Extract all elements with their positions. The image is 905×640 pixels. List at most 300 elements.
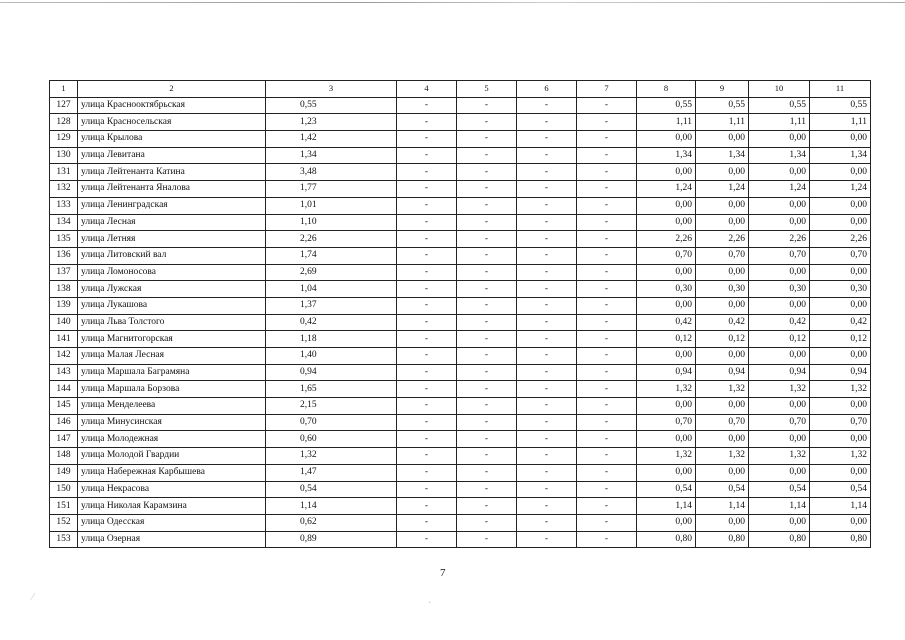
- scan-artifact-mark: ·: [428, 598, 432, 609]
- table-cell: 0,70: [637, 414, 696, 431]
- table-cell: -: [577, 414, 637, 431]
- table-cell: 0,54: [696, 481, 749, 498]
- table-cell: -: [457, 131, 517, 148]
- table-row: [50, 164, 871, 181]
- table-cell: 1,42: [266, 131, 397, 148]
- table-cell: 0,55: [637, 97, 696, 114]
- table-cell: 0,00: [749, 514, 810, 531]
- table-row: [50, 431, 871, 448]
- table-cell: -: [517, 264, 577, 281]
- road-data-table: [49, 80, 871, 548]
- table-cell: -: [457, 264, 517, 281]
- table-cell: 0,70: [810, 247, 871, 264]
- table-cell: улица Лейтенанта Катина: [78, 164, 266, 181]
- column-header-2: 2: [78, 81, 266, 98]
- table-cell: -: [397, 431, 457, 448]
- table-cell: 0,00: [637, 514, 696, 531]
- table-cell: 0,70: [810, 414, 871, 431]
- table-cell: 150: [50, 481, 78, 498]
- table-cell: -: [397, 97, 457, 114]
- table-cell: 0,54: [266, 481, 397, 498]
- table-cell: улица Летняя: [78, 231, 266, 248]
- table-cell: улица Литовский вал: [78, 247, 266, 264]
- table-cell: -: [397, 348, 457, 365]
- column-header-6: 6: [517, 81, 577, 98]
- table-cell: 0,00: [696, 297, 749, 314]
- table-cell: -: [457, 147, 517, 164]
- table-cell: 137: [50, 264, 78, 281]
- table-cell: 1,24: [749, 181, 810, 198]
- table-cell: 0,94: [749, 364, 810, 381]
- table-cell: 0,00: [637, 398, 696, 415]
- table-cell: улица Крылова: [78, 131, 266, 148]
- table-cell: -: [577, 214, 637, 231]
- table-cell: 0,00: [810, 297, 871, 314]
- table-cell: -: [457, 364, 517, 381]
- table-cell: 1,24: [810, 181, 871, 198]
- table-cell: -: [577, 114, 637, 131]
- table-cell: 2,26: [810, 231, 871, 248]
- table-cell: -: [577, 481, 637, 498]
- table-cell: 2,26: [749, 231, 810, 248]
- table-cell: 0,80: [696, 531, 749, 548]
- table-cell: -: [517, 164, 577, 181]
- table-cell: -: [517, 247, 577, 264]
- table-cell: 131: [50, 164, 78, 181]
- table-cell: 0,12: [696, 331, 749, 348]
- table-cell: 0,54: [749, 481, 810, 498]
- table-cell: 1,01: [266, 197, 397, 214]
- table-cell: -: [517, 97, 577, 114]
- table-cell: 149: [50, 464, 78, 481]
- table-cell: -: [457, 498, 517, 515]
- table-cell: -: [517, 197, 577, 214]
- table-cell: -: [457, 398, 517, 415]
- table-cell: 1,32: [696, 448, 749, 465]
- table-cell: 1,11: [810, 114, 871, 131]
- table-cell: -: [517, 297, 577, 314]
- table-cell: 151: [50, 498, 78, 515]
- table-cell: -: [397, 197, 457, 214]
- table-cell: 0,30: [696, 281, 749, 298]
- table-cell: 0,70: [696, 247, 749, 264]
- table-cell: -: [457, 414, 517, 431]
- table-cell: улица Молодежная: [78, 431, 266, 448]
- table-cell: -: [517, 281, 577, 298]
- table-row: [50, 514, 871, 531]
- table-cell: -: [577, 247, 637, 264]
- table-cell: 1,11: [637, 114, 696, 131]
- table-cell: -: [457, 114, 517, 131]
- table-cell: 2,26: [696, 231, 749, 248]
- table-cell: 0,00: [749, 398, 810, 415]
- table-cell: 1,47: [266, 464, 397, 481]
- table-cell: -: [457, 431, 517, 448]
- table-cell: 0,00: [749, 297, 810, 314]
- table-cell: улица Минусинская: [78, 414, 266, 431]
- table-cell: 1,24: [696, 181, 749, 198]
- table-cell: -: [577, 364, 637, 381]
- table-cell: 0,55: [266, 97, 397, 114]
- table-cell: 0,00: [749, 431, 810, 448]
- table-cell: 0,94: [810, 364, 871, 381]
- table-cell: -: [457, 464, 517, 481]
- table-cell: улица Ломоносова: [78, 264, 266, 281]
- table-cell: 0,80: [637, 531, 696, 548]
- table-cell: улица Левитана: [78, 147, 266, 164]
- table-cell: 152: [50, 514, 78, 531]
- table-cell: -: [577, 398, 637, 415]
- table-cell: 140: [50, 314, 78, 331]
- table-cell: 1,18: [266, 331, 397, 348]
- table-cell: 0,42: [749, 314, 810, 331]
- table-cell: -: [577, 514, 637, 531]
- table-cell: 0,00: [637, 348, 696, 365]
- table-row: [50, 231, 871, 248]
- table-row: [50, 297, 871, 314]
- table-cell: -: [517, 147, 577, 164]
- table-cell: 0,00: [637, 264, 696, 281]
- table-row: [50, 264, 871, 281]
- table-cell: -: [397, 464, 457, 481]
- table-cell: -: [397, 514, 457, 531]
- table-cell: 1,74: [266, 247, 397, 264]
- table-cell: -: [577, 498, 637, 515]
- table-cell: 0,80: [810, 531, 871, 548]
- table-cell: улица Льва Толстого: [78, 314, 266, 331]
- table-cell: 0,42: [637, 314, 696, 331]
- table-cell: -: [517, 448, 577, 465]
- table-cell: 0,00: [749, 464, 810, 481]
- table-cell: 0,70: [696, 414, 749, 431]
- table-cell: улица Лейтенанта Яналова: [78, 181, 266, 198]
- table-cell: -: [517, 498, 577, 515]
- table-cell: 0,00: [637, 431, 696, 448]
- table-cell: 132: [50, 181, 78, 198]
- table-cell: 0,12: [637, 331, 696, 348]
- table-cell: -: [577, 314, 637, 331]
- table-cell: 1,32: [749, 448, 810, 465]
- table-cell: -: [397, 498, 457, 515]
- table-cell: 1,23: [266, 114, 397, 131]
- table-cell: улица Краснооктябрьская: [78, 97, 266, 114]
- table-cell: -: [517, 348, 577, 365]
- table-cell: -: [457, 314, 517, 331]
- table-cell: 1,14: [637, 498, 696, 515]
- table-cell: -: [397, 281, 457, 298]
- table-cell: улица Одесская: [78, 514, 266, 531]
- table-row: [50, 114, 871, 131]
- table-cell: 0,00: [637, 214, 696, 231]
- table-cell: -: [397, 214, 457, 231]
- table-cell: 0,30: [810, 281, 871, 298]
- table-cell: 1,11: [696, 114, 749, 131]
- table-cell: 0,00: [810, 197, 871, 214]
- table-cell: 0,80: [749, 531, 810, 548]
- table-cell: -: [577, 348, 637, 365]
- table-cell: -: [577, 531, 637, 548]
- table-cell: 0,00: [810, 348, 871, 365]
- table-cell: -: [577, 197, 637, 214]
- table-cell: 0,00: [696, 264, 749, 281]
- table-cell: -: [517, 214, 577, 231]
- column-header-3: 3: [266, 81, 397, 98]
- table-cell: улица Некрасова: [78, 481, 266, 498]
- table-cell: 1,32: [810, 381, 871, 398]
- table-cell: 133: [50, 197, 78, 214]
- table-cell: 148: [50, 448, 78, 465]
- table-row: [50, 464, 871, 481]
- table-row: [50, 331, 871, 348]
- table-cell: 0,54: [637, 481, 696, 498]
- table-cell: 0,00: [696, 464, 749, 481]
- table-cell: 1,32: [637, 381, 696, 398]
- table-cell: 0,42: [266, 314, 397, 331]
- table-cell: -: [397, 381, 457, 398]
- table-cell: улица Лесная: [78, 214, 266, 231]
- table-cell: -: [577, 181, 637, 198]
- table-cell: -: [397, 398, 457, 415]
- table-cell: 0,00: [696, 214, 749, 231]
- table-cell: 138: [50, 281, 78, 298]
- table-cell: 0,00: [810, 514, 871, 531]
- table-row: [50, 197, 871, 214]
- table-cell: -: [577, 164, 637, 181]
- table-cell: -: [577, 147, 637, 164]
- table-cell: 1,34: [810, 147, 871, 164]
- table-cell: 2,26: [266, 231, 397, 248]
- scan-artifact-mark: ⁄: [32, 592, 34, 603]
- table-cell: -: [457, 381, 517, 398]
- table-cell: 1,04: [266, 281, 397, 298]
- table-cell: -: [517, 331, 577, 348]
- table-row: [50, 381, 871, 398]
- table-cell: 0,70: [637, 247, 696, 264]
- table-cell: 0,00: [810, 264, 871, 281]
- table-cell: 139: [50, 297, 78, 314]
- table-cell: 145: [50, 398, 78, 415]
- table-cell: 127: [50, 97, 78, 114]
- table-cell: 3,48: [266, 164, 397, 181]
- table-cell: -: [397, 264, 457, 281]
- table-cell: 0,00: [696, 431, 749, 448]
- table-cell: 1,32: [749, 381, 810, 398]
- table-cell: 0,42: [810, 314, 871, 331]
- table-cell: 1,65: [266, 381, 397, 398]
- table-cell: 0,12: [810, 331, 871, 348]
- table-cell: -: [397, 297, 457, 314]
- table-cell: -: [457, 481, 517, 498]
- column-header-1: 1: [50, 81, 78, 98]
- table-cell: 0,94: [696, 364, 749, 381]
- table-cell: -: [397, 164, 457, 181]
- table-row: [50, 481, 871, 498]
- table-cell: 1,37: [266, 297, 397, 314]
- table-cell: улица Маршала Баграмяна: [78, 364, 266, 381]
- table-row: [50, 398, 871, 415]
- table-cell: 0,55: [749, 97, 810, 114]
- table-cell: -: [577, 297, 637, 314]
- table-cell: 0,00: [637, 464, 696, 481]
- table-cell: -: [457, 331, 517, 348]
- table-cell: 0,54: [810, 481, 871, 498]
- table-cell: -: [457, 531, 517, 548]
- table-cell: -: [397, 481, 457, 498]
- table-cell: 0,00: [749, 131, 810, 148]
- table-cell: 1,34: [749, 147, 810, 164]
- table-cell: 146: [50, 414, 78, 431]
- table-cell: 0,00: [749, 348, 810, 365]
- table-cell: 1,14: [810, 498, 871, 515]
- table-row: [50, 314, 871, 331]
- table-row: [50, 531, 871, 548]
- table-cell: -: [517, 431, 577, 448]
- table-cell: 130: [50, 147, 78, 164]
- table-cell: -: [457, 247, 517, 264]
- table-row: [50, 214, 871, 231]
- table-cell: 0,60: [266, 431, 397, 448]
- table-cell: -: [577, 264, 637, 281]
- table-cell: -: [397, 181, 457, 198]
- table-cell: 0,70: [749, 247, 810, 264]
- table-cell: 0,00: [637, 164, 696, 181]
- table-row: [50, 364, 871, 381]
- table-cell: -: [457, 214, 517, 231]
- table-cell: 1,34: [696, 147, 749, 164]
- table-cell: 0,00: [637, 297, 696, 314]
- table-cell: 0,55: [810, 97, 871, 114]
- table-cell: -: [457, 164, 517, 181]
- table-cell: улица Ленинградская: [78, 197, 266, 214]
- table-cell: 1,32: [637, 448, 696, 465]
- table-cell: 1,14: [696, 498, 749, 515]
- table-cell: улица Магнитогорская: [78, 331, 266, 348]
- table-cell: -: [577, 464, 637, 481]
- column-header-4: 4: [397, 81, 457, 98]
- table-cell: 0,00: [637, 131, 696, 148]
- table-cell: 0,12: [749, 331, 810, 348]
- table-cell: 2,15: [266, 398, 397, 415]
- table-cell: 142: [50, 348, 78, 365]
- table-cell: 0,00: [810, 131, 871, 148]
- table-row: [50, 281, 871, 298]
- table-cell: -: [517, 398, 577, 415]
- page-number: 7: [440, 567, 446, 579]
- table-cell: улица Молодой Гвардии: [78, 448, 266, 465]
- table-cell: 0,70: [266, 414, 397, 431]
- table-cell: -: [517, 514, 577, 531]
- table-cell: -: [517, 114, 577, 131]
- table-cell: -: [577, 381, 637, 398]
- table-cell: 1,34: [266, 147, 397, 164]
- table-cell: 0,42: [696, 314, 749, 331]
- table-cell: -: [577, 448, 637, 465]
- table-cell: 0,00: [810, 398, 871, 415]
- table-cell: 1,40: [266, 348, 397, 365]
- table-cell: -: [457, 197, 517, 214]
- table-cell: 135: [50, 231, 78, 248]
- table-cell: 0,00: [810, 164, 871, 181]
- column-header-7: 7: [577, 81, 637, 98]
- table-cell: -: [577, 97, 637, 114]
- table-row: [50, 131, 871, 148]
- table-cell: 141: [50, 331, 78, 348]
- table-body: [50, 81, 871, 548]
- table-cell: 0,30: [749, 281, 810, 298]
- table-cell: -: [457, 97, 517, 114]
- table-cell: 1,77: [266, 181, 397, 198]
- column-header-5: 5: [457, 81, 517, 98]
- table-cell: 0,00: [696, 398, 749, 415]
- table-cell: 2,26: [637, 231, 696, 248]
- column-header-10: 10: [749, 81, 810, 98]
- table-cell: -: [397, 364, 457, 381]
- table-cell: 1,34: [637, 147, 696, 164]
- table-row: [50, 247, 871, 264]
- table-cell: 1,14: [266, 498, 397, 515]
- table-cell: 153: [50, 531, 78, 548]
- table-cell: улица Озерная: [78, 531, 266, 548]
- table-cell: -: [457, 448, 517, 465]
- table-cell: 0,94: [266, 364, 397, 381]
- table-cell: 129: [50, 131, 78, 148]
- table-cell: 0,62: [266, 514, 397, 531]
- table-header-row: [50, 81, 871, 98]
- table-row: [50, 147, 871, 164]
- table-cell: -: [577, 131, 637, 148]
- table-cell: 0,00: [696, 131, 749, 148]
- column-header-8: 8: [637, 81, 696, 98]
- table-cell: -: [517, 381, 577, 398]
- table-cell: -: [517, 531, 577, 548]
- table-cell: улица Менделеева: [78, 398, 266, 415]
- table-cell: 1,11: [749, 114, 810, 131]
- column-header-11: 11: [810, 81, 871, 98]
- table-cell: 0,94: [637, 364, 696, 381]
- table-cell: -: [517, 231, 577, 248]
- table-cell: 0,00: [696, 164, 749, 181]
- table-cell: 0,00: [696, 197, 749, 214]
- table-cell: -: [397, 414, 457, 431]
- table-cell: -: [397, 231, 457, 248]
- table-cell: 1,32: [266, 448, 397, 465]
- table-cell: -: [517, 364, 577, 381]
- table-cell: -: [517, 131, 577, 148]
- table-cell: 143: [50, 364, 78, 381]
- table-cell: -: [517, 464, 577, 481]
- table-cell: -: [577, 231, 637, 248]
- table-cell: 0,70: [749, 414, 810, 431]
- table-cell: 1,32: [810, 448, 871, 465]
- table-row: [50, 181, 871, 198]
- table-cell: 136: [50, 247, 78, 264]
- table-cell: 0,00: [810, 214, 871, 231]
- table-cell: -: [517, 414, 577, 431]
- table-cell: -: [517, 481, 577, 498]
- table-cell: 147: [50, 431, 78, 448]
- table-cell: 1,24: [637, 181, 696, 198]
- table-cell: -: [517, 181, 577, 198]
- table-cell: улица Набережная Карбышева: [78, 464, 266, 481]
- table-cell: 1,10: [266, 214, 397, 231]
- table-cell: 0,00: [696, 348, 749, 365]
- table-cell: 0,00: [696, 514, 749, 531]
- table-cell: 1,14: [749, 498, 810, 515]
- table-cell: -: [457, 348, 517, 365]
- table-cell: -: [457, 281, 517, 298]
- table-cell: 0,00: [637, 197, 696, 214]
- table-cell: 0,55: [696, 97, 749, 114]
